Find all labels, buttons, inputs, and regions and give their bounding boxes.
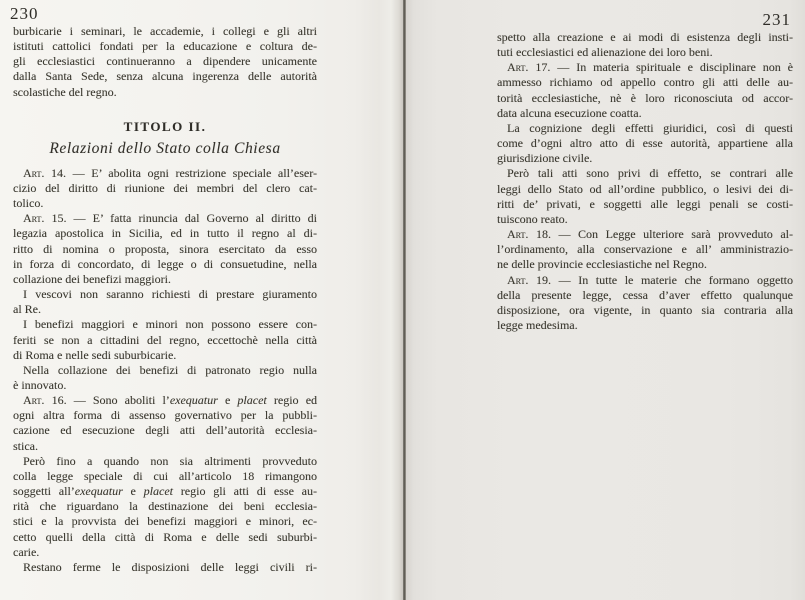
text-line: Però fino a quando non sia altrimenti provveduto (23, 453, 317, 468)
text-line: collazione dei benefizi maggiori. (13, 271, 171, 286)
text-line: in forza di concordato, di legge o di consuetudine, nella (13, 256, 317, 271)
text-line: come d’ogni altro atto di esse autorità, appartiene alla (497, 136, 793, 151)
text-line: Nella collazione dei benefizi di patronato regio nulla (23, 362, 317, 377)
text-line: soggetti all’exequatur e placet regio gli atti di esse au- (13, 484, 317, 499)
right-body-text (497, 30, 793, 333)
text-line: cazione ed esecuzione degli atti dell’autorità ecclesia- (13, 423, 317, 438)
text-line: Art. 17. — In materia spirituale e disciplinare non è (507, 60, 793, 75)
paragraph-continuation (13, 24, 317, 100)
text-line: torità ecclesiastiche, nè è loro riconosciuta od accor- (497, 90, 793, 105)
page-number-right: 231 (762, 10, 791, 29)
text-line: I benefizi maggiori e minori non possono essere con- (23, 317, 317, 332)
right-text-column (497, 30, 793, 333)
text-line: istituti cattolici fondati per la educazione e coltura de- (13, 39, 317, 54)
text-line: leggi dello Stato od all’ordine pubblico, o lesivi dei di- (497, 181, 793, 196)
text-line: l’ordinamento, alla conservazione e all’ amministrazio- (497, 242, 793, 257)
text-line: Art. 19. — In tutte le materie che formano oggetto (507, 272, 793, 287)
text-line: Però tali atti sono privi di effetto, se contrari alle (507, 166, 793, 181)
text-line: legazia apostolica in Sicilia, ed in tutto il regno al di- (13, 226, 317, 241)
text-line: stici e la provvista dei benefizi maggiori e minori, ec- (13, 514, 317, 529)
text-line: giurisdizione civile. (497, 151, 593, 166)
text-line: stica. (13, 438, 38, 453)
text-line: Art. 16. — Sono aboliti l’exequatur e placet regio ed (23, 393, 318, 408)
left-text-column (13, 24, 317, 575)
text-line: ne delle provincie ecclesiastiche nel Regno. (497, 257, 707, 272)
text-line: ammesso richiamo od appello contro gli atti delle au- (497, 75, 793, 90)
text-line: cizio del diritto di riunione dei membri del clero cat- (13, 180, 317, 195)
text-line: al Re. (13, 302, 41, 317)
text-line: tuiscono reato. (497, 211, 568, 226)
text-line: La cognizione degli effetti giuridici, così di questi (507, 120, 793, 135)
text-line: cetto quelli della città di Roma e delle sedi suburbi- (13, 529, 317, 544)
left-body-text (13, 166, 317, 575)
text-line: ogni altra forma di assenso governativo per la pubbli- (13, 408, 317, 423)
text-line: dalla Santa Sede, senza alcuna ingerenza delle autorità (13, 69, 317, 84)
section-heading: TITOLO II. (123, 118, 207, 134)
right-page (406, 0, 805, 600)
text-line: della presente legge, cessa d’aver effetto qualunque (497, 287, 793, 302)
text-line: spetto alla creazione e ai modi di esistenza degli insti- (497, 30, 793, 44)
text-line: gli ecclesiastici continueranno a dipendere unicamente (13, 54, 317, 69)
text-line: rità che riguardano la destinazione dei beni ecclesia- (13, 499, 317, 514)
text-line: data alcuna esecuzione coatta. (497, 105, 642, 120)
text-line: tuti ecclesiastici ed alienazione dei loro beni. (497, 45, 713, 60)
text-line: colla legge speciale di cui all’articolo 18 rimangono (13, 468, 317, 483)
text-line: di Roma e nelle sedi suburbicarie. (13, 347, 177, 362)
text-line: scolastiche del regno. (13, 84, 117, 99)
text-line: ritto di nomina o proposta, sinora esercitato da esso (13, 241, 317, 256)
text-line: è innovato. (13, 377, 67, 392)
text-line: I vescovi non saranno richiesti di prestare giuramento (23, 287, 317, 302)
text-line: disposizione, ora vigente, in quanto sia contraria alla (497, 302, 793, 317)
text-line: tolico. (13, 196, 44, 211)
text-line: legge medesima. (497, 317, 578, 332)
text-line: Art. 15. — E’ fatta rinuncia dal Governo al diritto di (23, 211, 317, 226)
text-line: feriti se non a cittadini del regno, eccettochè nella città (13, 332, 317, 347)
text-line: Art. 14. — E’ abolita ogni restrizione speciale all’eser- (23, 165, 317, 180)
text-line: Art. 18. — Con Legge ulteriore sarà provveduto al- (507, 227, 793, 242)
text-line: carie. (13, 544, 40, 559)
section-subheading: Relazioni dello Stato colla Chiesa (49, 139, 281, 157)
page-number-left: 230 (10, 4, 39, 23)
text-line: burbicarie i seminari, le accademie, i collegi e gli altri (13, 24, 317, 38)
text-line: ritti de’ privati, e soggetti alle leggi penali se costi- (497, 196, 793, 211)
text-line: Restano ferme le disposizioni delle leggi civili ri- (23, 559, 317, 574)
